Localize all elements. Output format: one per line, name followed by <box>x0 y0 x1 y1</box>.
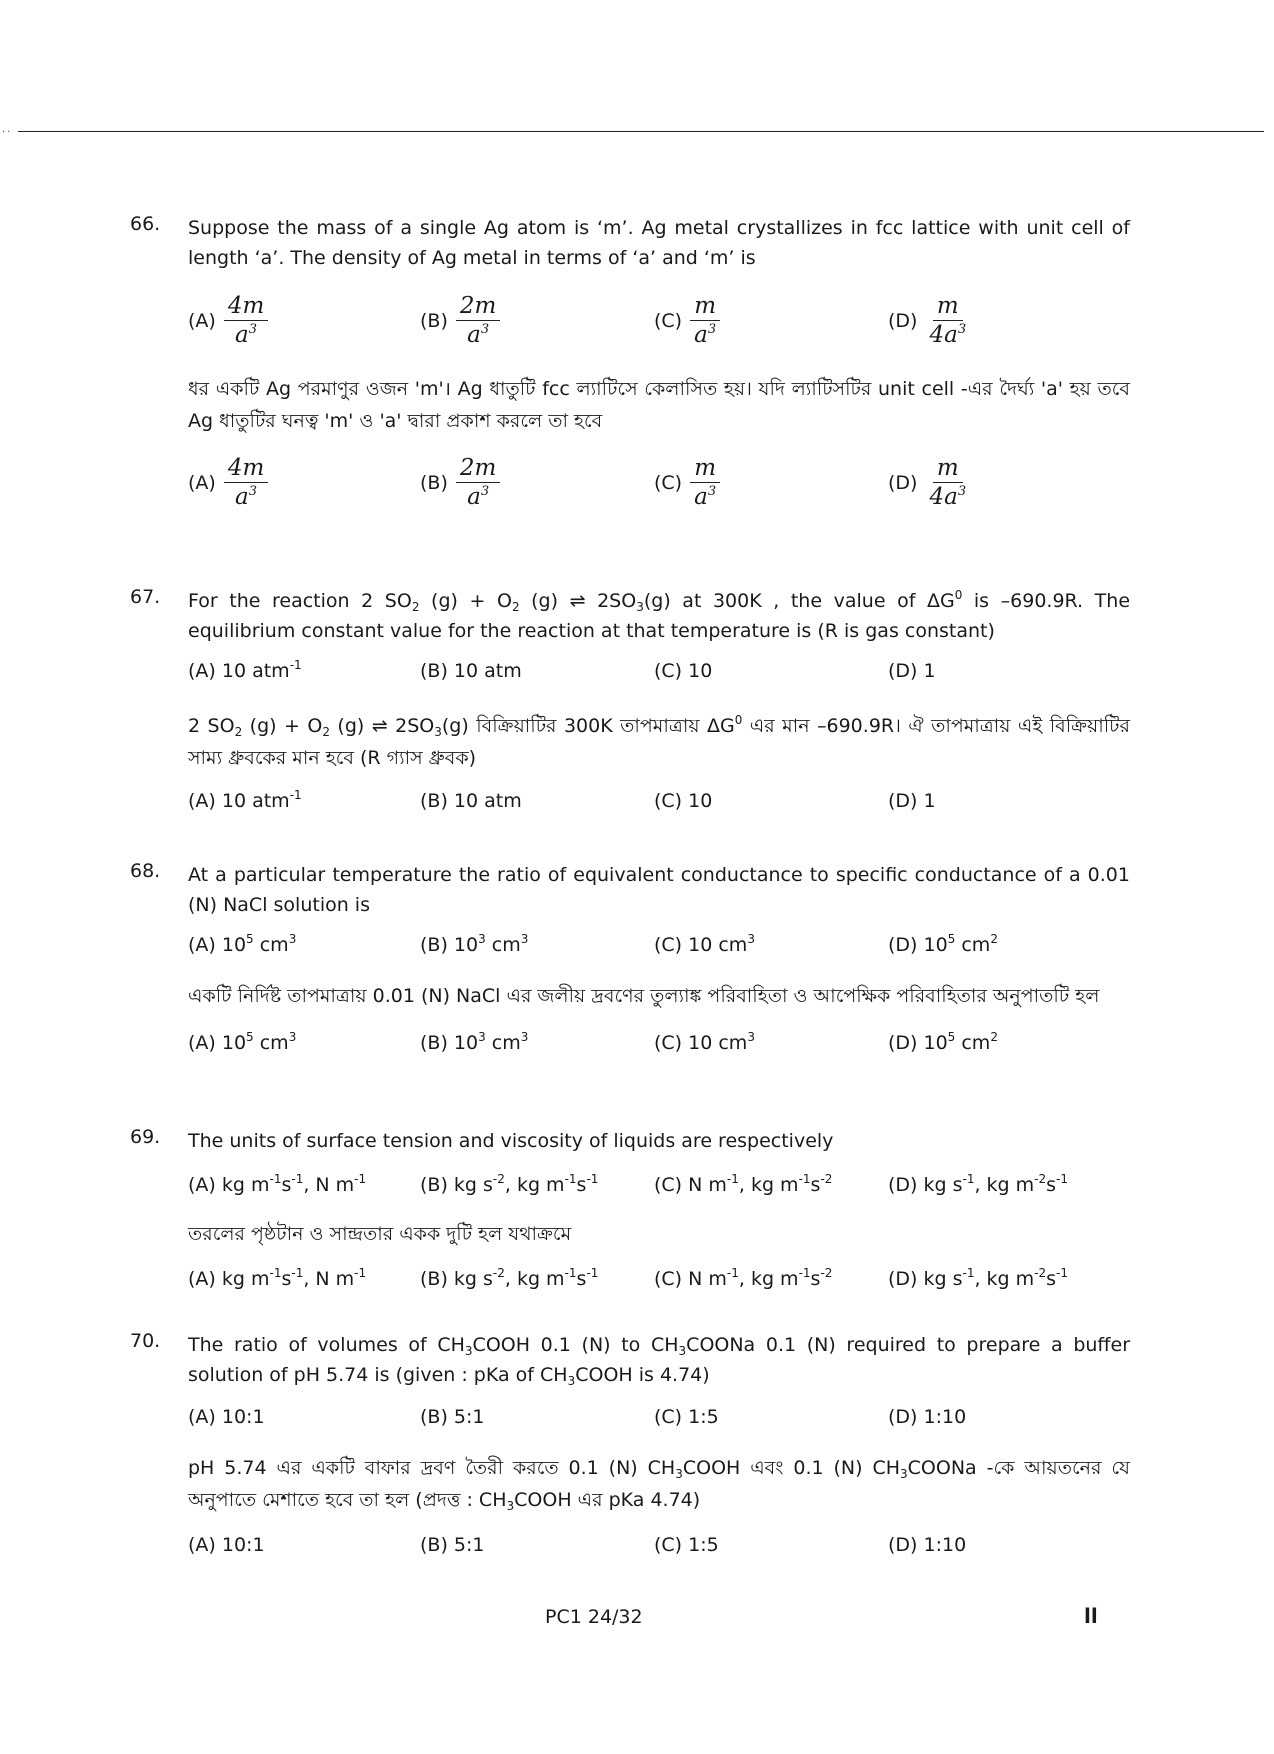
option-a-bn[interactable]: (A) 10 atm$^{-1}$ <box>188 788 302 812</box>
option-d[interactable]: (D) 1 <box>888 660 936 682</box>
option-b[interactable]: (B) $\frac{2m}{a^3}$ <box>420 293 500 348</box>
corner-mark: ll <box>1084 1604 1098 1628</box>
option-d-bn[interactable]: (D) 1 <box>888 790 936 812</box>
option-a[interactable]: (A) kg $m^{-1}s^{-1}$, N $m^{-1}$ <box>188 1172 367 1196</box>
option-b-bn[interactable]: (B) $10^3$ $cm^3$ <box>420 1030 529 1054</box>
question-70 <box>130 1330 1130 1578</box>
option-c-bn[interactable]: (C) N $m^{-1}$, kg $m^{-1}s^{-2}$ <box>654 1266 833 1290</box>
option-a[interactable]: (A) 10 atm$^{-1}$ <box>188 658 302 682</box>
question-text: The units of surface tension and viscosity of liquids are respectively <box>188 1130 834 1152</box>
option-d-bn[interactable]: (D) kg $s^{-1}$, kg $m^{-2}s^{-1}$ <box>888 1266 1069 1290</box>
options-bn <box>188 1268 1130 1312</box>
options-en <box>188 660 1130 704</box>
question-68 <box>130 860 1130 1076</box>
option-a-bn[interactable]: (A) 10:1 <box>188 1534 265 1556</box>
option-c[interactable]: (C) 10 <box>654 660 713 682</box>
options-en <box>188 293 1130 363</box>
option-b-bn[interactable]: (B) 10 atm <box>420 790 522 812</box>
option-c-bn[interactable]: (C) 10 $cm^3$ <box>654 1030 755 1054</box>
option-c[interactable]: (C) $\frac{m}{a^3}$ <box>654 293 720 348</box>
option-d[interactable]: (D) $\frac{m}{4a^3}$ <box>888 293 967 348</box>
question-text: The ratio of volumes of $CH_3COOH$ 0.1 (N) to $CH_3COONa$ 0.1 (N) required to prepare a buffer solution of pH 5.74 is (given : pKa of $CH_3COOH$ is 4.74) <box>188 1334 1131 1388</box>
option-a-bn[interactable]: (A) $10^5$ $cm^3$ <box>188 1030 297 1054</box>
option-a[interactable]: (A) $\frac{4m}{a^3}$ <box>188 293 268 348</box>
option-c[interactable]: (C) 1:5 <box>654 1406 719 1428</box>
option-c-bn[interactable]: (C) $\frac{m}{a^3}$ <box>654 455 720 510</box>
question-text-bn: 2 $SO_2$ $(g) + O_2$ (g) ⇌ $2SO_3(g)$ বিক্রিয়াটির 300K তাপমাত্রায় $\Delta G^0$ এর মান –690.9R। ঐ তাপমাত্রায় এই বিক্রিয়াটির সাম্য ধ্রুবকের মান হবে (R গ্যাস ধ্রুবক) <box>188 713 1130 769</box>
option-c[interactable]: (C) 10 $cm^3$ <box>654 932 755 956</box>
option-b[interactable]: (B) kg $s^{-2}$, kg $m^{-1}s^{-1}$ <box>420 1172 599 1196</box>
question-67 <box>130 586 1130 834</box>
option-a[interactable]: (A) $10^5$ $cm^3$ <box>188 932 297 956</box>
options-en <box>188 1174 1130 1218</box>
option-b-bn[interactable]: (B) 5:1 <box>420 1534 485 1556</box>
question-number: 67. <box>130 586 161 608</box>
option-b-bn[interactable]: (B) kg $s^{-2}$, kg $m^{-1}s^{-1}$ <box>420 1266 599 1290</box>
margin-dots: .. <box>2 124 13 135</box>
option-a[interactable]: (A) 10:1 <box>188 1406 265 1428</box>
options-bn <box>188 1534 1130 1578</box>
question-text-bn: pH 5.74 এর একটি বাফার দ্রবণ তৈরী করতে 0.1 (N) $CH_3COOH$ এবং 0.1 (N) $CH_3COONa$ -কে আয়তনের যে অনুপাতে মেশাতে হবে তা হল (প্রদত্ত : $CH_3COOH$ এর pKa 4.74) <box>188 1457 1131 1513</box>
option-b[interactable]: (B) $10^3$ $cm^3$ <box>420 932 529 956</box>
option-b[interactable]: (B) 10 atm <box>420 660 522 682</box>
options-bn <box>188 790 1130 834</box>
question-number: 70. <box>130 1330 161 1352</box>
options-bn <box>188 455 1130 525</box>
options-bn <box>188 1032 1130 1076</box>
option-b-bn[interactable]: (B) $\frac{2m}{a^3}$ <box>420 455 500 510</box>
question-text: Suppose the mass of a single Ag atom is ‘m’. Ag metal crystallizes in fcc lattice with unit cell of length ‘a’. The density of Ag metal in terms of ‘a’ and ‘m’ is <box>188 217 1130 269</box>
option-d[interactable]: (D) kg $s^{-1}$, kg $m^{-2}s^{-1}$ <box>888 1172 1069 1196</box>
header-rule <box>18 131 1264 132</box>
page-footer: PC1 24/32 <box>545 1606 643 1628</box>
question-text: For the reaction 2 $SO_2$ $(g) + O_2$ (g) ⇌ $2SO_3(g)$ at 300K , the value of $\Delta G^0$ is –690.9R. The equilibrium constant value for the reaction at that temperature is (R is gas constant) <box>188 588 1131 642</box>
options-en <box>188 1406 1130 1450</box>
option-d[interactable]: (D) 1:10 <box>888 1406 967 1428</box>
option-c-bn[interactable]: (C) 1:5 <box>654 1534 719 1556</box>
option-a-bn[interactable]: (A) $\frac{4m}{a^3}$ <box>188 455 268 510</box>
option-b[interactable]: (B) 5:1 <box>420 1406 485 1428</box>
option-c-bn[interactable]: (C) 10 <box>654 790 713 812</box>
option-c[interactable]: (C) N $m^{-1}$, kg $m^{-1}s^{-2}$ <box>654 1172 833 1196</box>
option-a-bn[interactable]: (A) kg $m^{-1}s^{-1}$, N $m^{-1}$ <box>188 1266 367 1290</box>
question-text-bn: একটি নির্দিষ্ট তাপমাত্রায় 0.01 (N) NaCl এর জলীয় দ্রবণের তুল্যাঙ্ক পরিবাহিতা ও আপেক্ষিক পরিবাহিতার অনুপাতটি হল <box>188 985 1100 1007</box>
question-number: 69. <box>130 1126 161 1148</box>
question-number: 68. <box>130 860 161 882</box>
question-text: At a particular temperature the ratio of equivalent conductance to specific conductance of a 0.01 (N) NaCl solution is <box>188 864 1130 916</box>
option-d-bn[interactable]: (D) $10^5$ $cm^2$ <box>888 1030 998 1054</box>
question-text-bn: ধর একটি Ag পরমাণুর ওজন 'm'। Ag ধাতুটি fcc ল্যাটিসে কেলাসিত হয়। যদি ল্যাটিসটির unit cell -এর দৈর্ঘ্য 'a' হয় তবে Ag ধাতুটির ঘনত্ব 'm' ও 'a' দ্বারা প্রকাশ করলে তা হবে <box>188 378 1130 432</box>
question-text-bn: তরলের পৃষ্ঠটান ও সান্দ্রতার একক দুটি হল যথাক্রমে <box>188 1223 572 1245</box>
options-en <box>188 934 1130 978</box>
question-66 <box>130 213 1130 525</box>
option-d-bn[interactable]: (D) $\frac{m}{4a^3}$ <box>888 455 967 510</box>
question-number: 66. <box>130 213 161 235</box>
option-d[interactable]: (D) $10^5$ $cm^2$ <box>888 932 998 956</box>
question-69 <box>130 1126 1130 1312</box>
option-d-bn[interactable]: (D) 1:10 <box>888 1534 967 1556</box>
